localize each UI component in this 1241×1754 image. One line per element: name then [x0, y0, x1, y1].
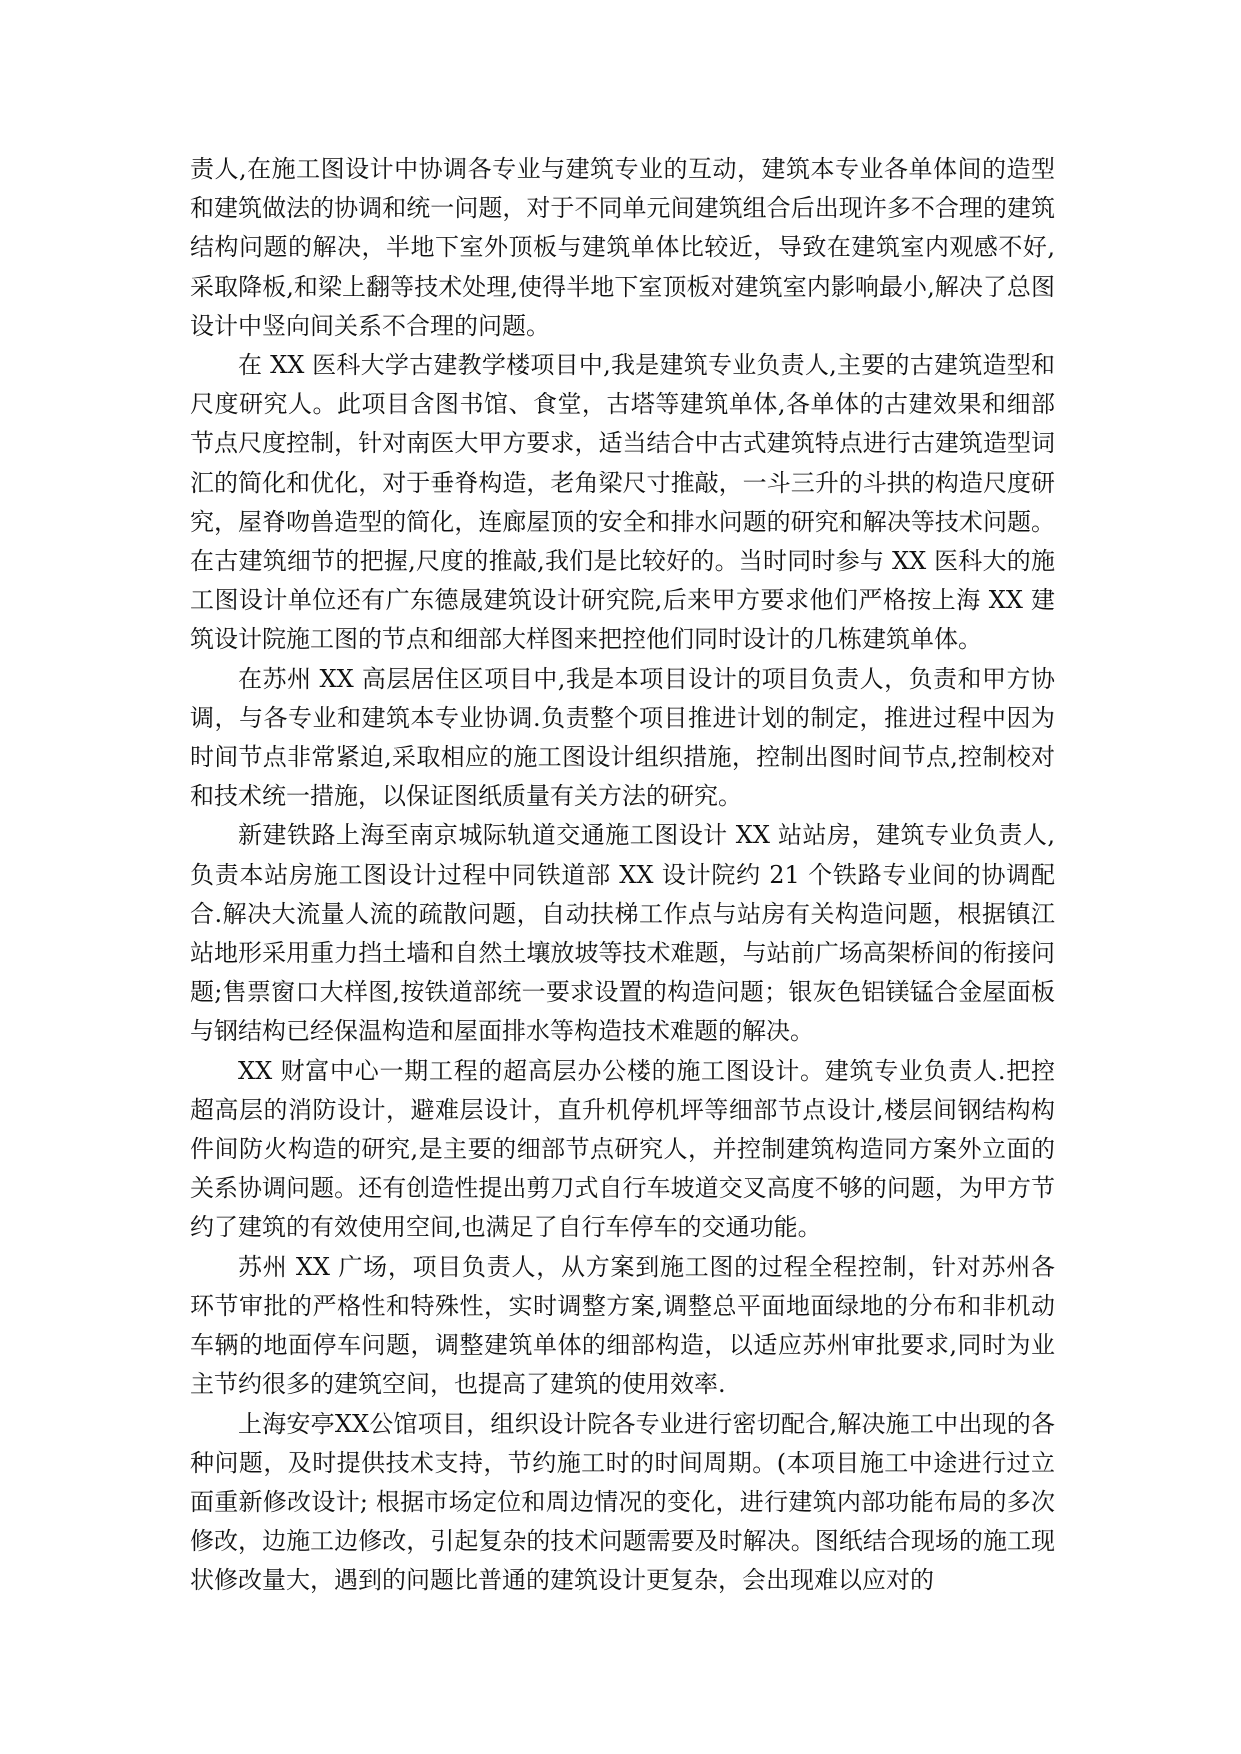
document-body: [190, 150, 1055, 1601]
paragraph-medical-university: 在 XX 医科大学古建教学楼项目中,我是建筑专业负责人,主要的古建筑造型和尺度研究人。此项目含图书馆、食堂，古塔等建筑单体,各单体的古建效果和细部节点尺度控制，针对南医大甲方要求，适当结合中古式建筑特点进行古建筑造型词汇的简化和优化，对于垂脊构造，老角梁尺寸推敲，一斗三升的斗拱的构造尺度研究，屋脊吻兽造型的简化，连廊屋顶的安全和排水问题的研究和解决等技术问题。在古建筑细节的把握,尺度的推敲,我们是比较好的。当时同时参与 XX 医科大的施工图设计单位还有广东德晟建筑设计研究院,后来甲方要求他们严格按上海 XX 建筑设计院施工图的节点和细部大样图来把控他们同时设计的几栋建筑单体。: [190, 351, 1055, 654]
paragraph-continued: 责人,在施工图设计中协调各专业与建筑专业的互动，建筑本专业各单体间的造型和建筑做法的协调和统一问题，对于不同单元间建筑组合后出现许多不合理的建筑结构问题的解决，半地下室外顶板与建筑单体比较近，导致在建筑室内观感不好,采取降板,和梁上翻等技术处理,使得半地下室顶板对建筑室内影响最小,解决了总图设计中竖向间关系不合理的问题。: [190, 155, 1055, 340]
paragraph-suzhou-residential: 在苏州 XX 高层居住区项目中,我是本项目设计的项目负责人，负责和甲方协调，与各专业和建筑本专业协调.负责整个项目推进计划的制定，推进过程中因为时间节点非常紧迫,采取相应的施工图设计组织措施，控制出图时间节点,控制校对和技术统一措施，以保证图纸质量有关方法的研究。: [190, 664, 1055, 811]
paragraph-railway-station: 新建铁路上海至南京城际轨道交通施工图设计 XX 站站房，建筑专业负责人,负责本站房施工图设计过程中同铁道部 XX 设计院约 21 个铁路专业间的协调配合.解决大流量人流的疏散问题，自动扶梯工作点与站房有关构造问题，根据镇江站地形采用重力挡土墙和自然土壤放坡等技术难题，与站前广场高架桥间的衔接问题;售票窗口大样图,按铁道部统一要求设置的构造问题；银灰色铝镁锰合金屋面板与钢结构已经保温构造和屋面排水等构造技术难题的解决。: [190, 821, 1055, 1046]
paragraph-anting-mansion: 上海安亭XX公馆项目，组织设计院各专业进行密切配合,解决施工中出现的各种问题，及时提供技术支持，节约施工时的时间周期。(本项目施工中途进行过立面重新修改设计; 根据市场定位和周边情况的变化，进行建筑内部功能布局的多次修改，边施工边修改，引起复杂的技术问题需要及时解决。图纸结合现场的施工现状修改量大，遇到的问题比普通的建筑设计更复杂，会出现难以应对的: [190, 1409, 1055, 1595]
paragraph-wealth-center: XX 财富中心一期工程的超高层办公楼的施工图设计。建筑专业负责人.把控超高层的消防设计，避难层设计，直升机停机坪等细部节点设计,楼层间钢结构构件间防火构造的研究,是主要的细部节点研究人，并控制建筑构造同方案外立面的关系协调问题。还有创造性提出剪刀式自行车坡道交叉高度不够的问题，为甲方节约了建筑的有效使用空间,也满足了自行车停车的交通功能。: [190, 1056, 1055, 1242]
paragraph-suzhou-plaza: 苏州 XX 广场，项目负责人，从方案到施工图的过程全程控制，针对苏州各环节审批的严格性和特殊性，实时调整方案,调整总平面地面绿地的分布和非机动车辆的地面停车问题，调整建筑单体的细部构造，以适应苏州审批要求,同时为业主节约很多的建筑空间，也提高了建筑的使用效率.: [190, 1252, 1055, 1399]
